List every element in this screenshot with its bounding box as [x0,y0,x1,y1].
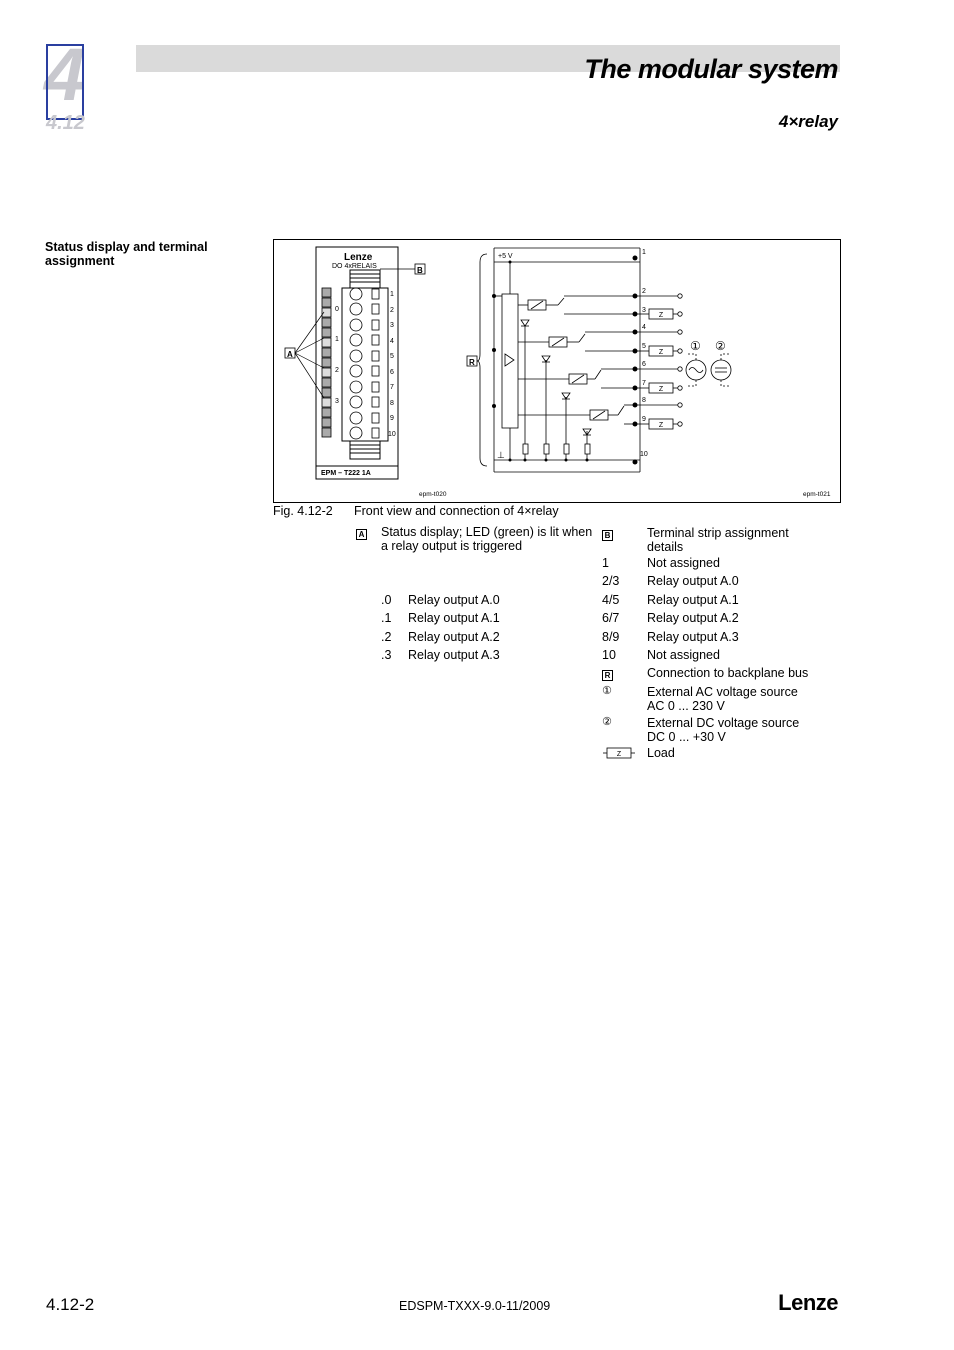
callout-a-leaders [295,312,324,398]
svg-text:3: 3 [642,307,646,314]
schematic-terminal-numbers [640,249,648,458]
svg-text:8: 8 [642,397,646,404]
ground-label: ⊥ [497,450,505,460]
voltage-sources [686,354,731,386]
svg-text:1: 1 [642,249,646,256]
svg-text:3: 3 [390,322,394,329]
circuit-lines [494,248,640,472]
module-name: DO 4xRELAIS [332,263,377,270]
legend-code: .0 [381,593,392,607]
svg-text:6: 6 [390,369,394,376]
svg-text:10: 10 [388,431,396,438]
svg-text:Z: Z [658,312,664,319]
led-label-1: 1 [335,336,339,343]
callout-b-label: B [417,266,423,275]
legend-key-b: B [602,527,613,541]
callout-a-label: A [287,350,293,359]
svg-text:6: 6 [642,361,646,368]
legend-text: Not assigned [647,556,720,570]
figure-ref-right: epm-t021 [803,491,831,498]
figure-caption-text: Front view and connection of 4×relay [354,504,559,518]
supply-label: +5 V [498,253,513,260]
svg-text:4: 4 [642,324,646,331]
bus-brace [477,254,487,466]
brand-logo: Lenze [778,1290,838,1315]
figure-number: Fig. 4.12-2 [273,504,333,518]
legend-text: Relay output A.0 [408,593,500,607]
figure-ref-left: epm-t020 [419,491,447,498]
legend-code: .3 [381,648,392,662]
legend-code: 8/9 [602,630,620,644]
document-id: EDSPM-TXXX-9.0-11/2009 [399,1299,551,1313]
terminal-numbers [388,291,396,438]
callout-r-label: R [469,358,475,367]
led-label-3: 3 [335,398,339,405]
legend-load-symbol [603,746,635,765]
legend-ac-text: External AC voltage source [647,685,798,699]
module-part-number: EPM – T222 1A [321,470,371,477]
legend-code: 6/7 [602,611,620,625]
svg-text:10: 10 [640,451,648,458]
led-label-0: 0 [335,306,339,313]
legend-ac-range: AC 0 ... 230 V [647,699,725,713]
svg-text:9: 9 [642,416,646,423]
legend-code: .2 [381,630,392,644]
svg-text:Z: Z [658,386,664,393]
svg-text:5: 5 [390,353,394,360]
load-labels [659,312,664,429]
legend-code: 2/3 [602,574,620,588]
legend-a-description: Status display; LED (green) is lit when a relay output is triggered [381,525,593,553]
legend-dc-text: External DC voltage source [647,716,800,730]
svg-text:7: 7 [390,384,394,391]
legend-code: .1 [381,611,392,625]
chapter-number: 4 [44,33,86,116]
legend-text: Relay output A.1 [647,593,739,607]
legend-text: Relay output A.3 [408,648,500,662]
figure-caption [273,504,559,518]
svg-text:8: 8 [390,400,394,407]
legend-load-text: Load [647,746,675,760]
section-number: 4.12 [46,112,85,134]
svg-text:Z: Z [616,751,622,758]
led-label-2: 2 [335,367,339,374]
page-title: The modular system [584,54,838,84]
svg-text:Z: Z [658,422,664,429]
legend-b-description: Terminal strip assignment details [647,526,789,554]
terminal-screws [350,288,379,439]
margin-heading: Status display and terminal assignment [45,240,208,268]
legend-text: Relay output A.3 [647,630,739,644]
legend-marker-ac: ① [602,685,612,697]
svg-text:1: 1 [390,291,394,298]
legend-text: Not assigned [647,648,720,662]
legend-text: Relay output A.2 [408,630,500,644]
svg-text:2: 2 [642,288,646,295]
svg-text:5: 5 [642,343,646,350]
page-number: 4.12-2 [46,1295,95,1314]
svg-text:2: 2 [390,307,394,314]
svg-text:Z: Z [658,349,664,356]
svg-text:9: 9 [390,415,394,422]
led-strip [322,288,331,437]
svg-text:4: 4 [390,338,394,345]
source-marker-dc: ② [715,339,726,353]
legend-text: Relay output A.2 [647,611,739,625]
legend-code: 4/5 [602,593,620,607]
legend-text: Relay output A.0 [647,574,739,588]
svg-text:7: 7 [642,380,646,387]
legend-key-r: R [602,667,613,681]
page-subtitle: 4×relay [778,112,838,131]
legend-code: 10 [602,648,616,662]
legend-key-a: A [356,526,367,540]
legend-dc-range: DC 0 ... +30 V [647,730,726,744]
figure-frame [273,239,841,503]
legend-code: 1 [602,556,609,570]
legend-marker-dc: ② [602,716,612,728]
source-marker-ac: ① [690,339,701,353]
chapter-marker [46,44,84,120]
legend-text: Relay output A.1 [408,611,500,625]
module-brand: Lenze [344,252,373,263]
legend-r-description: Connection to backplane bus [647,666,809,680]
wiring-diagram [274,240,840,502]
